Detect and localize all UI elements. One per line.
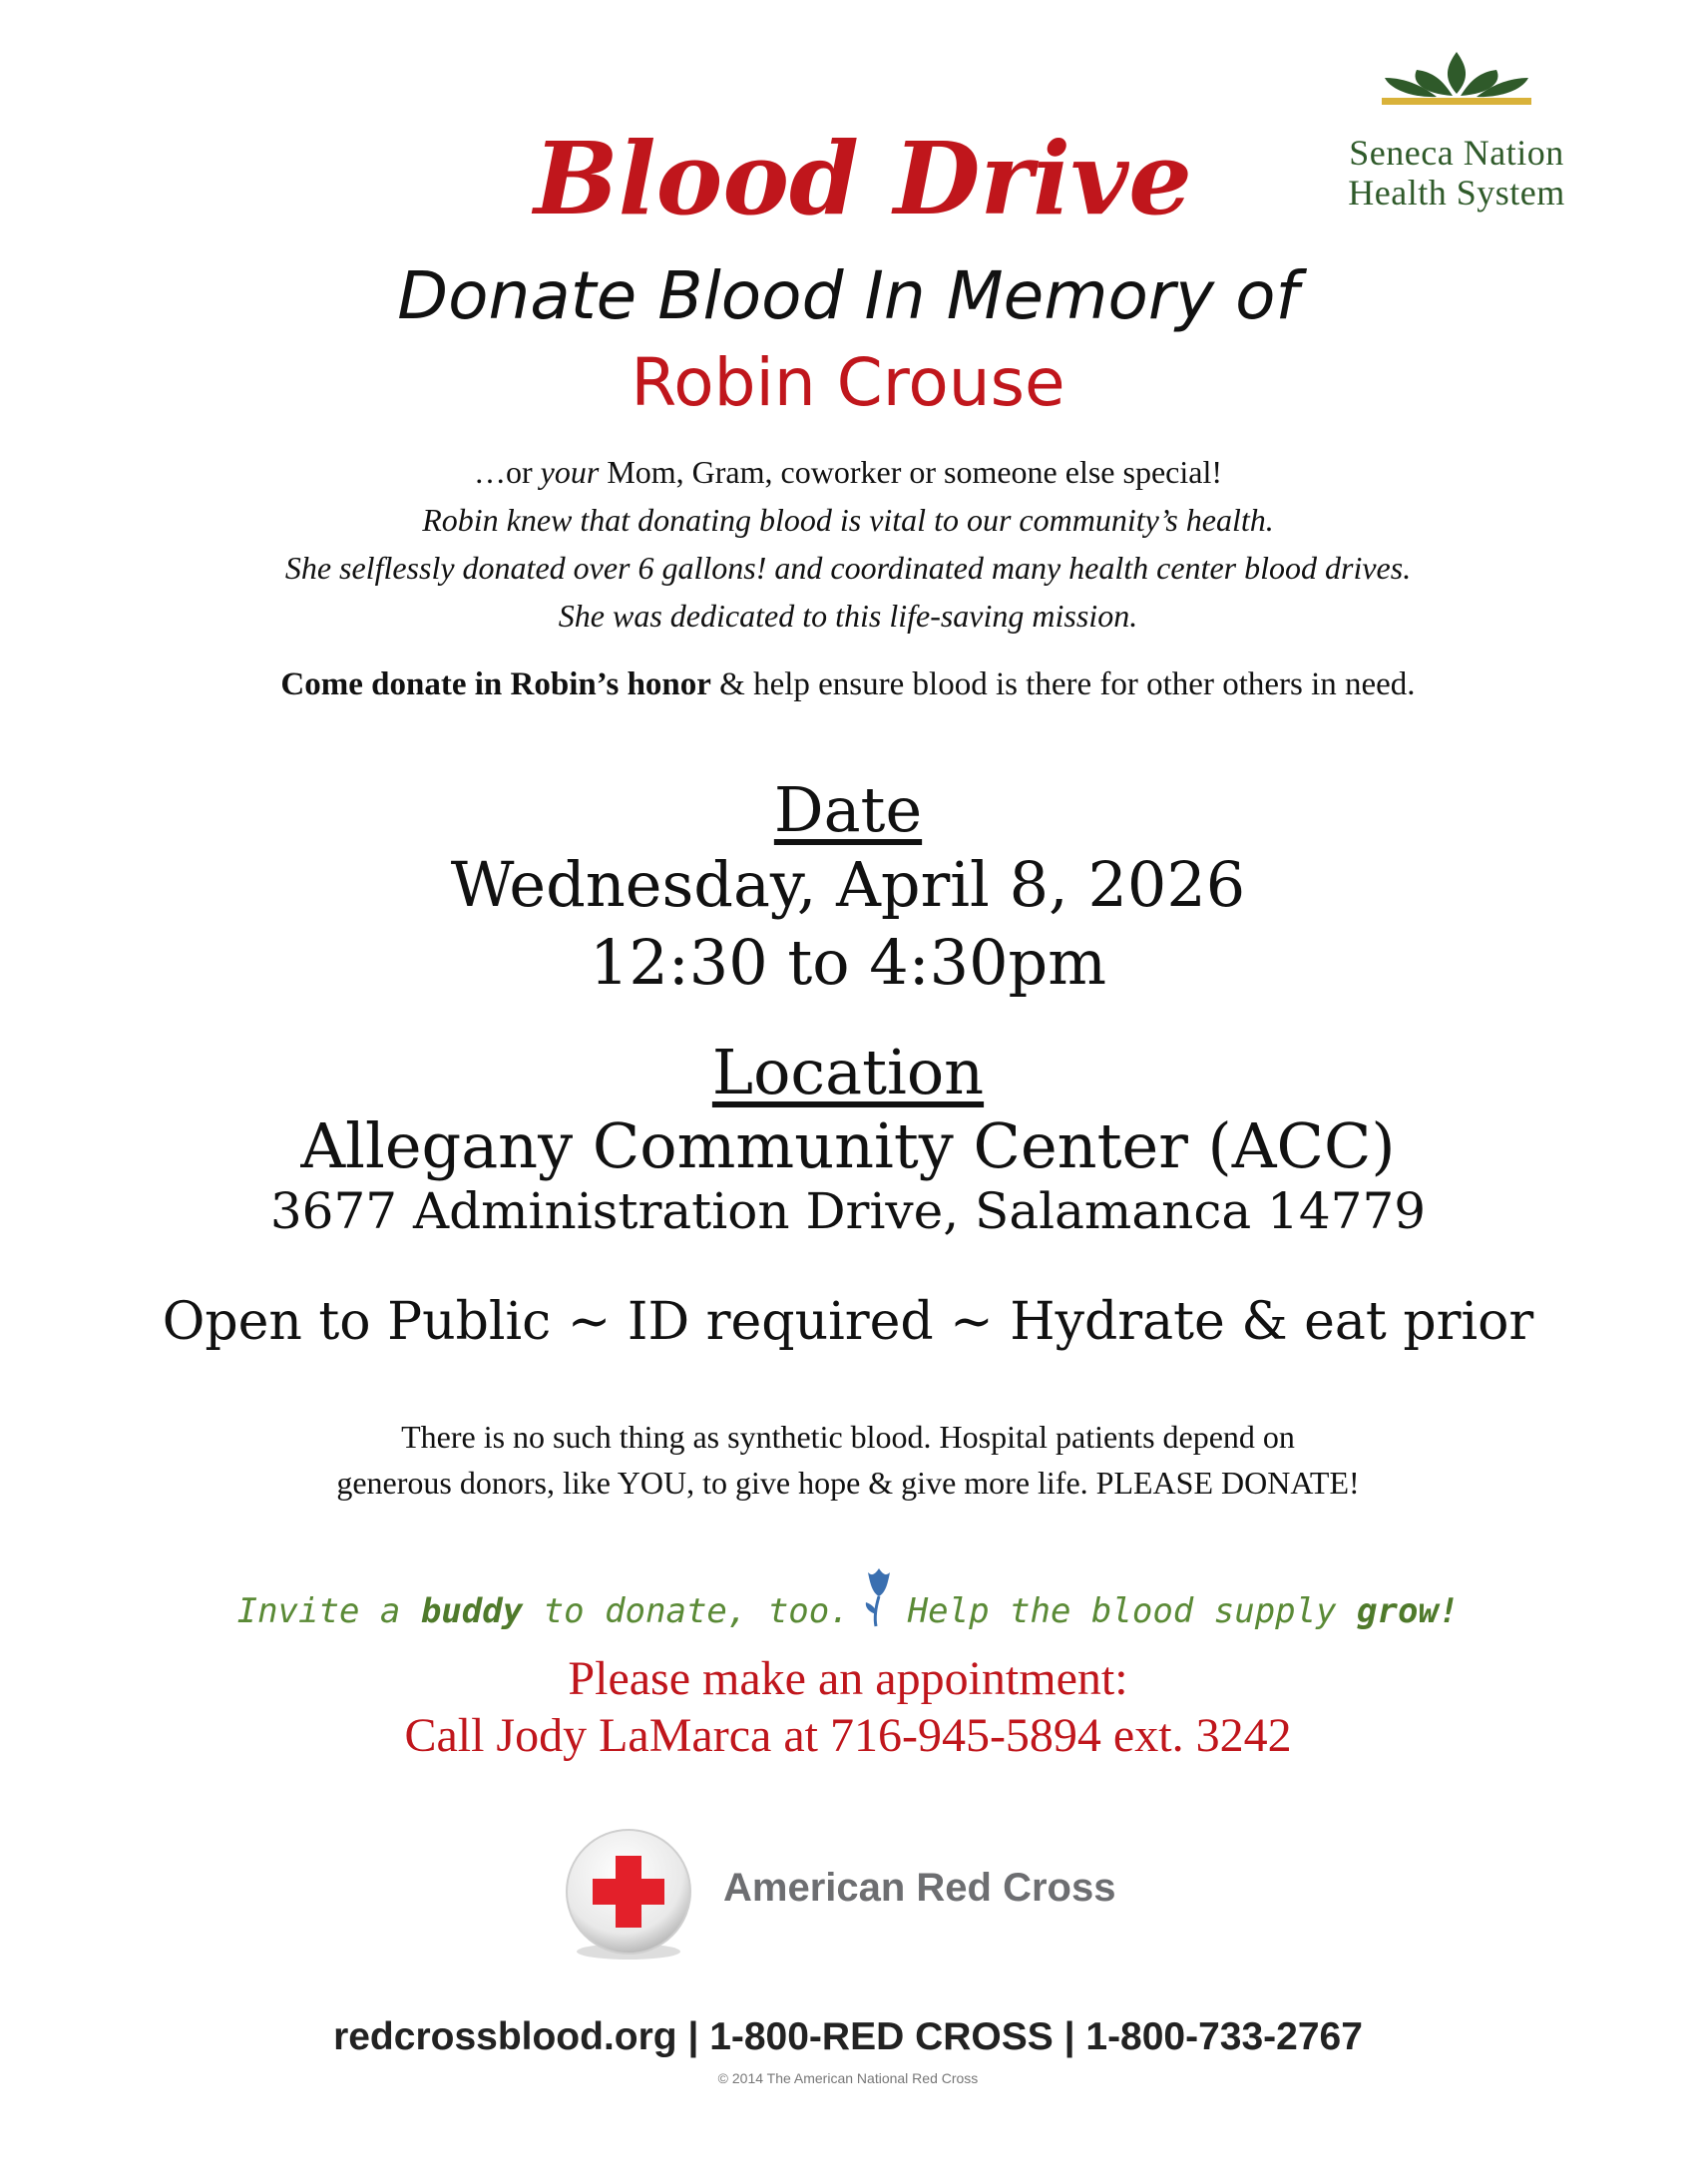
red-cross-icon — [559, 1826, 698, 1966]
story-line-3: She was dedicated to this life-saving mission. — [558, 598, 1138, 634]
story-line-0: …or your Mom, Gram, coworker or someone else special! — [474, 454, 1222, 490]
page-title: Blood Drive — [534, 120, 1192, 237]
logo-line-1: Seneca Nation — [1349, 133, 1564, 173]
copyright: © 2014 The American National Red Cross — [717, 2070, 979, 2086]
appointment-line-1: Please make an appointment: — [568, 1652, 1128, 1705]
location-name: Allegany Community Center (ACC) — [300, 1109, 1396, 1182]
date-heading: Date — [773, 773, 923, 846]
memory-heading: Donate Blood In Memory of — [397, 257, 1299, 334]
synthetic-line-1: There is no such thing as synthetic blood. Hospital patients depend on — [401, 1419, 1295, 1455]
honor-line: Come donate in Robin’s honor & help ensure blood is there for other others in need. — [280, 666, 1416, 702]
appointment-phone[interactable]: Call Jody LaMarca at 716-945-5894 ext. 3242 — [404, 1709, 1292, 1762]
location-heading: Location — [711, 1036, 985, 1108]
story-line-1: Robin knew that donating blood is vital to our community’s health. — [422, 502, 1274, 538]
requirements-notice: Open to Public ~ ID required ~ Hydrate & eat prior — [162, 1292, 1534, 1352]
event-time: 12:30 to 4:30pm — [589, 926, 1107, 999]
story-line-2: She selflessly donated over 6 gallons! and coordinated many health center blood drives. — [284, 550, 1412, 586]
honoree-name: Robin Crouse — [631, 344, 1065, 421]
buddy-line: Invite a buddy to donate, too. Help the blood supply grow! — [0, 1566, 1696, 1637]
logo-line-2: Health System — [1348, 173, 1565, 213]
synthetic-line-2: generous donors, like YOU, to give hope & give more life. PLEASE DONATE! — [336, 1465, 1360, 1501]
american-red-cross-logo — [559, 1826, 1157, 1966]
flower-icon — [862, 1566, 896, 1637]
red-cross-name: American Red Cross — [723, 1866, 1116, 1910]
location-address: 3677 Administration Drive, Salamanca 14779 — [269, 1182, 1427, 1240]
contact-info[interactable]: redcrossblood.org | 1-800-RED CROSS | 1-800-733-2767 — [333, 2015, 1363, 2058]
leaf-crown-icon — [1377, 48, 1536, 128]
event-date: Wednesday, April 8, 2026 — [450, 848, 1246, 921]
